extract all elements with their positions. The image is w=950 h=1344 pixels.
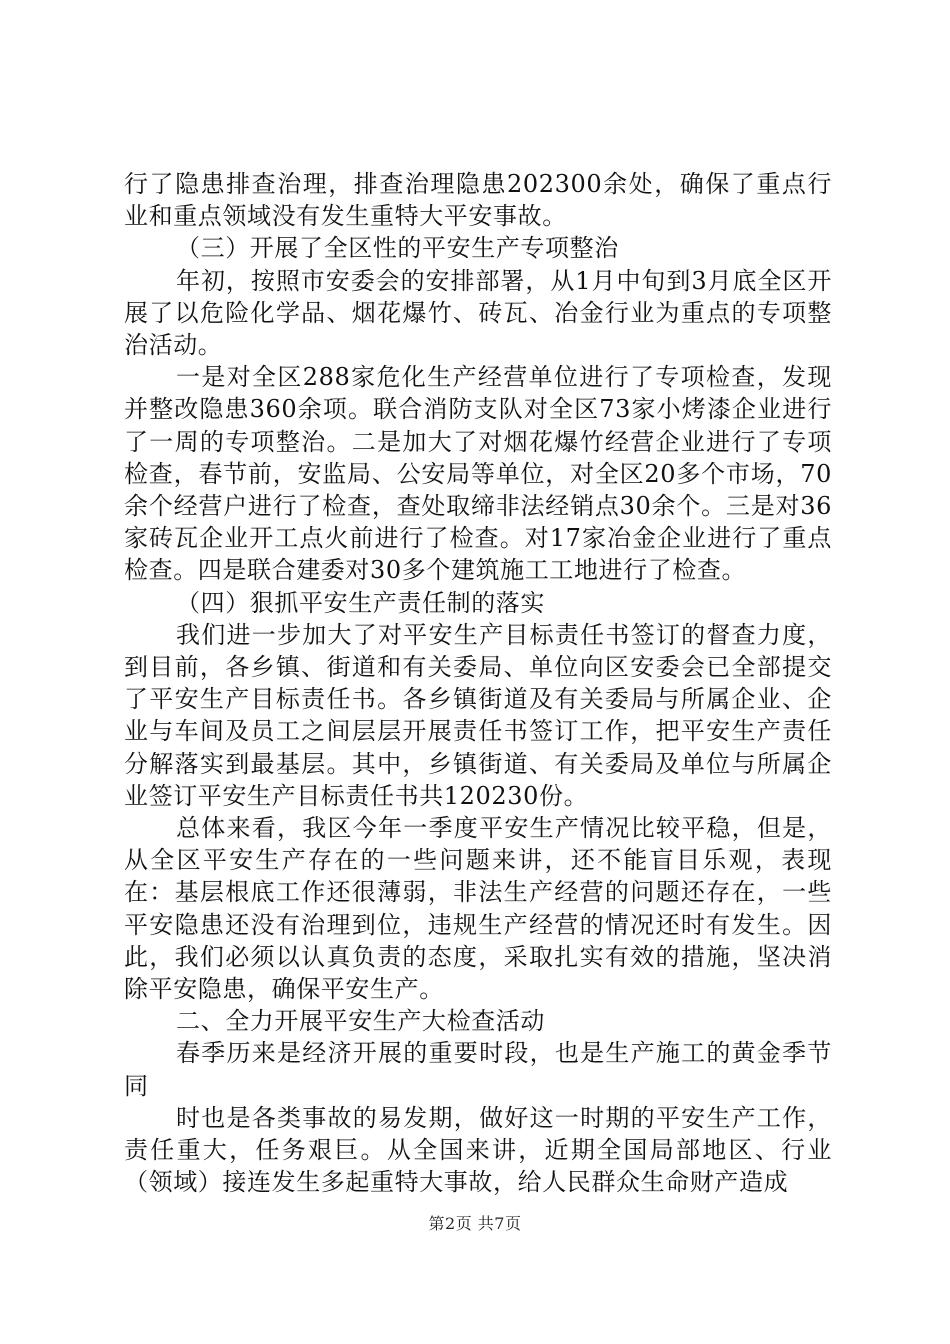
paragraph-9: 春季历来是经济开展的重要时段，也是生产施工的黄金季节同 <box>124 1039 832 1100</box>
paragraph-1: 行了隐患排查治理，排查治理隐患202300余处，确保了重点行业和重点领域没有发生重特大平安事故。 <box>124 170 832 231</box>
page-number-label: 第2页 共7页 <box>428 1214 522 1233</box>
document-body <box>124 168 832 1199</box>
paragraph-7: 总体来看，我区今年一季度平安生产情况比较平稳，但是，从全区平安生产存在的一些问题来讲，还不能盲目乐观，表现在：基层根底工作还很薄弱，非法生产经营的问题还存在，一些平安隐患还没有治理到位，违规生产经营的情况还时有发生。因此，我们必须以认真负责的态度，采取扎实有效的措施，坚决消除平安隐患，确保平安生产。 <box>124 814 832 1004</box>
paragraph-6: 我们进一步加大了对平安生产目标责任书签订的督查力度，到目前，各乡镇、街道和有关委局、单位向区安委会已全部提交了平安生产目标责任书。各乡镇街道及有关委局与所属企业、企业与车间及员工之间层层开展责任书签订工作，把平安生产责任分解落实到最基层。其中，乡镇街道、有关委局及单位与所属企业签订平安生产目标责任书共120230份。 <box>124 620 832 810</box>
paragraph-3: 年初，按照市安委会的安排部署，从1月中旬到3月底全区开展了以危险化学品、烟花爆竹、砖瓦、冶金行业为重点的专项整治活动。 <box>124 266 832 360</box>
paragraph-10: 时也是各类事故的易发期，做好这一时期的平安生产工作，责任重大，任务艰巨。从全国来讲，近期全国局部地区、行业（领域）接连发生多起重特大事故，给人民群众生命财产造成 <box>124 1103 832 1197</box>
section-heading-3: （三）开展了全区性的平安生产专项整治 <box>176 234 619 263</box>
section-heading-2: 二、全力开展平安生产大检查活动 <box>176 1007 545 1036</box>
section-heading-4: （四）狠抓平安生产责任制的落实 <box>176 588 545 617</box>
page-footer <box>0 1214 950 1234</box>
paragraph-4: 一是对全区288家危化生产经营单位进行了专项检查，发现并整改隐患360余项。联合消防支队对全区73家小烤漆企业进行了一周的专项整治。二是加大了对烟花爆竹经营企业进行了专项检查，春节前，安监局、公安局等单位，对全区20多个市场，70余个经营户进行了检查，查处取缔非法经销点30余个。三是对36家砖瓦企业开工点火前进行了检查。对17家冶金企业进行了重点检查。四是联合建委对30多个建筑施工工地进行了检查。 <box>124 363 832 585</box>
